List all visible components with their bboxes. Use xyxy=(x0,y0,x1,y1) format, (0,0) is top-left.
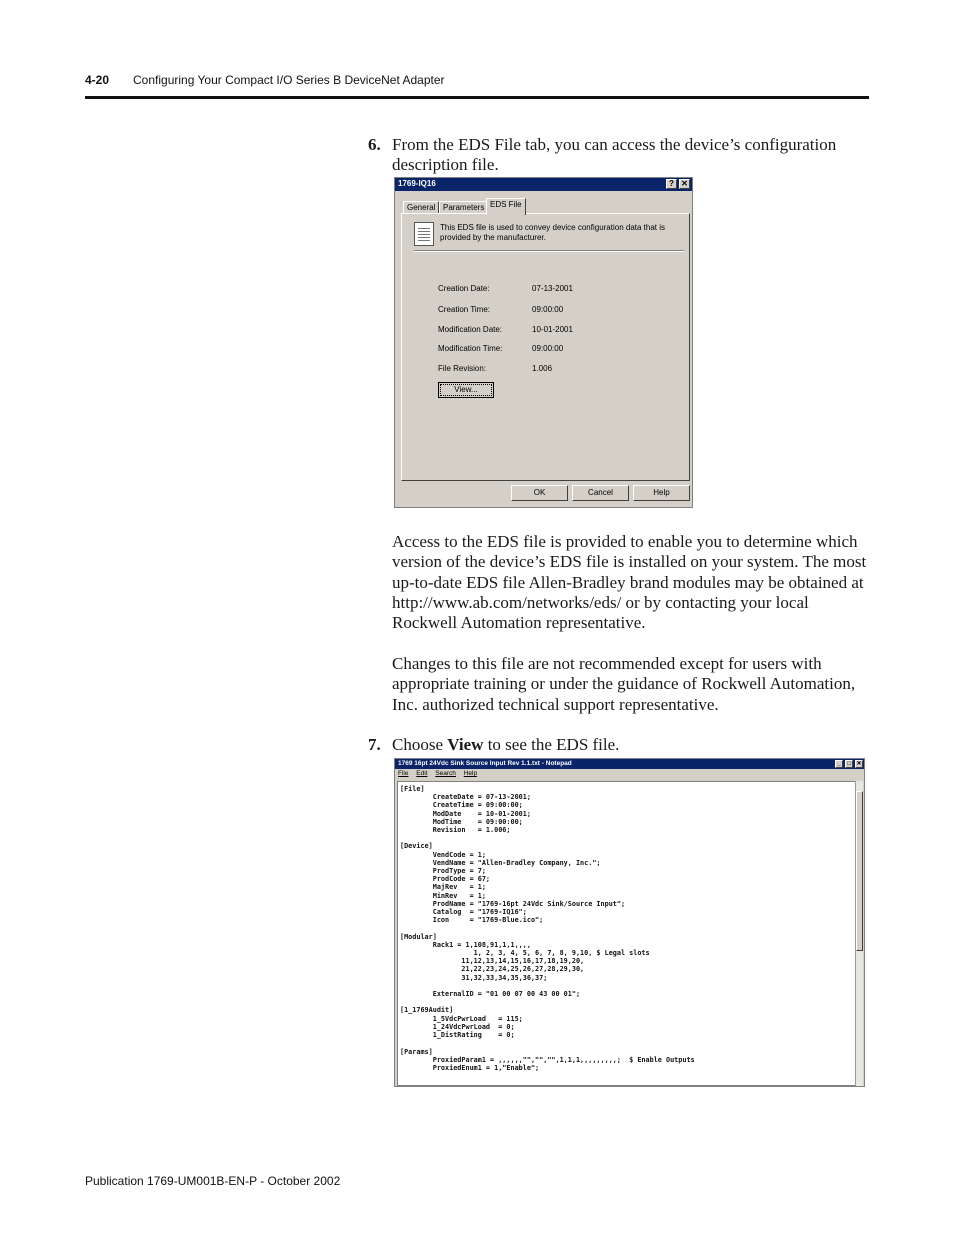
tab-parameters[interactable]: Parameters xyxy=(439,201,488,214)
changes-warning-paragraph: Changes to this file are not recommended except for users with appropriate training or under the guidance of Rockwell Automation, Inc. authorized technical support representative. xyxy=(392,654,856,714)
cancel-button[interactable]: Cancel xyxy=(572,485,629,501)
ok-button[interactable]: OK xyxy=(511,485,568,501)
vertical-scrollbar[interactable] xyxy=(855,781,863,1086)
eds-description: This EDS file is used to convey device configuration data that is provided by the manufacturer. xyxy=(440,223,666,242)
step-text-suffix: to see the EDS file. xyxy=(483,735,620,754)
eds-properties-dialog xyxy=(394,177,693,508)
header-rule xyxy=(85,96,869,99)
chapter-title: Configuring Your Compact I/O Series B DeviceNet Adapter xyxy=(133,73,445,87)
maximize-icon[interactable]: □ xyxy=(845,760,853,768)
tab-eds-file[interactable]: EDS File xyxy=(486,198,526,215)
document-icon xyxy=(414,222,434,246)
view-button[interactable]: View... xyxy=(438,382,494,398)
view-command: View xyxy=(447,735,484,754)
close-icon[interactable]: ✕ xyxy=(856,761,862,767)
notepad-title: 1769 16pt 24Vdc Sink Source Input Rev 1.1.txt - Notepad xyxy=(398,760,572,767)
minimize-icon[interactable]: _ xyxy=(835,760,843,768)
notepad-text-area[interactable] xyxy=(397,781,857,1086)
step-text-prefix: Choose xyxy=(392,735,448,754)
step-number: 7. xyxy=(368,735,381,754)
running-header xyxy=(85,73,445,87)
eds-access-paragraph: Access to the EDS file is provided to enable you to determine which version of the device’s EDS file is installed on your system. The most up-to-date EDS file Allen-Bradley brand modules may be obtained at http://www.ab.com/networks/eds/ or by contacting your local Rockwell Automation representative. xyxy=(392,532,867,633)
step-text: From the EDS File tab, you can access the device’s configuration description file. xyxy=(392,135,837,174)
notepad-menu-bar xyxy=(395,769,864,779)
menu-help[interactable]: Help xyxy=(463,770,478,777)
publication-footer: Publication 1769-UM001B-EN-P - October 2002 xyxy=(85,1174,341,1188)
notepad-title-bar xyxy=(395,759,864,769)
menu-edit[interactable]: Edit xyxy=(416,770,428,777)
step-6 xyxy=(368,135,873,174)
menu-file[interactable]: File xyxy=(398,770,409,777)
eds-file-panel: This EDS file is used to convey device configuration data that is provided by the manufacturer. Creation Date: 07-13-2001 Creation Time: 09:00:00 Modification Date: 10-01-2001 Modification Time: 09:00:00 File Revision: 1.006 View... xyxy=(401,213,690,481)
dialog-title-bar xyxy=(395,178,692,191)
help-button[interactable]: Help xyxy=(633,485,690,501)
tab-general[interactable]: General xyxy=(403,201,439,214)
page-number: 4-20 xyxy=(85,73,110,87)
step-7 xyxy=(368,735,873,755)
menu-search[interactable]: Search xyxy=(435,770,456,777)
help-icon[interactable]: ? xyxy=(666,179,677,189)
notepad-window xyxy=(394,758,865,1087)
separator xyxy=(414,250,684,252)
step-number: 6. xyxy=(368,135,381,154)
dialog-title: 1769-IQ16 xyxy=(398,179,436,188)
scrollbar-thumb[interactable] xyxy=(856,791,863,951)
close-icon[interactable]: ✕ xyxy=(679,179,690,189)
eds-file-content: [File] CreateDate = 07-13-2001; CreateTime = 09:00:00; ModDate = 10-01-2001; ModTime = 09:00:00; Revision = 1.006; [Device] VendCode = 1; VendName = "Allen-Bradley Company, Inc."; ProdType = 7; ProdCode = 67; MajRev = 1; MinRev = 1; ProdName = "1769-16pt 24Vdc Sink/Source Input"; Catalog = "1769-IQ16"; Icon = "1769-Blue.ico"; [Modular] Rack1 = 1,108,91,1,1,,,, 1, 2, 3, 4, 5, 6, 7, 8, 9,10, $ Legal slots 11,12,13,14,15,16,17,18,19,20, 21,22,23,24,25,26,27,28,29,30, 31,32,33,34,35,36,37; ExternalID = "01 00 07 00 43 00 01"; [1_1769Audit] 1_5VdcPwrLoad = 115; 1_24VdcPwrLoad = 0; 1_DistRating = 0; [Params] ProxiedParam1 = ,,,,,,"","","",1,1,1,,,,,,,,,; $ Enable Outputs ProxiedEnum1 = 1,"Enable"; xyxy=(400,785,695,1072)
